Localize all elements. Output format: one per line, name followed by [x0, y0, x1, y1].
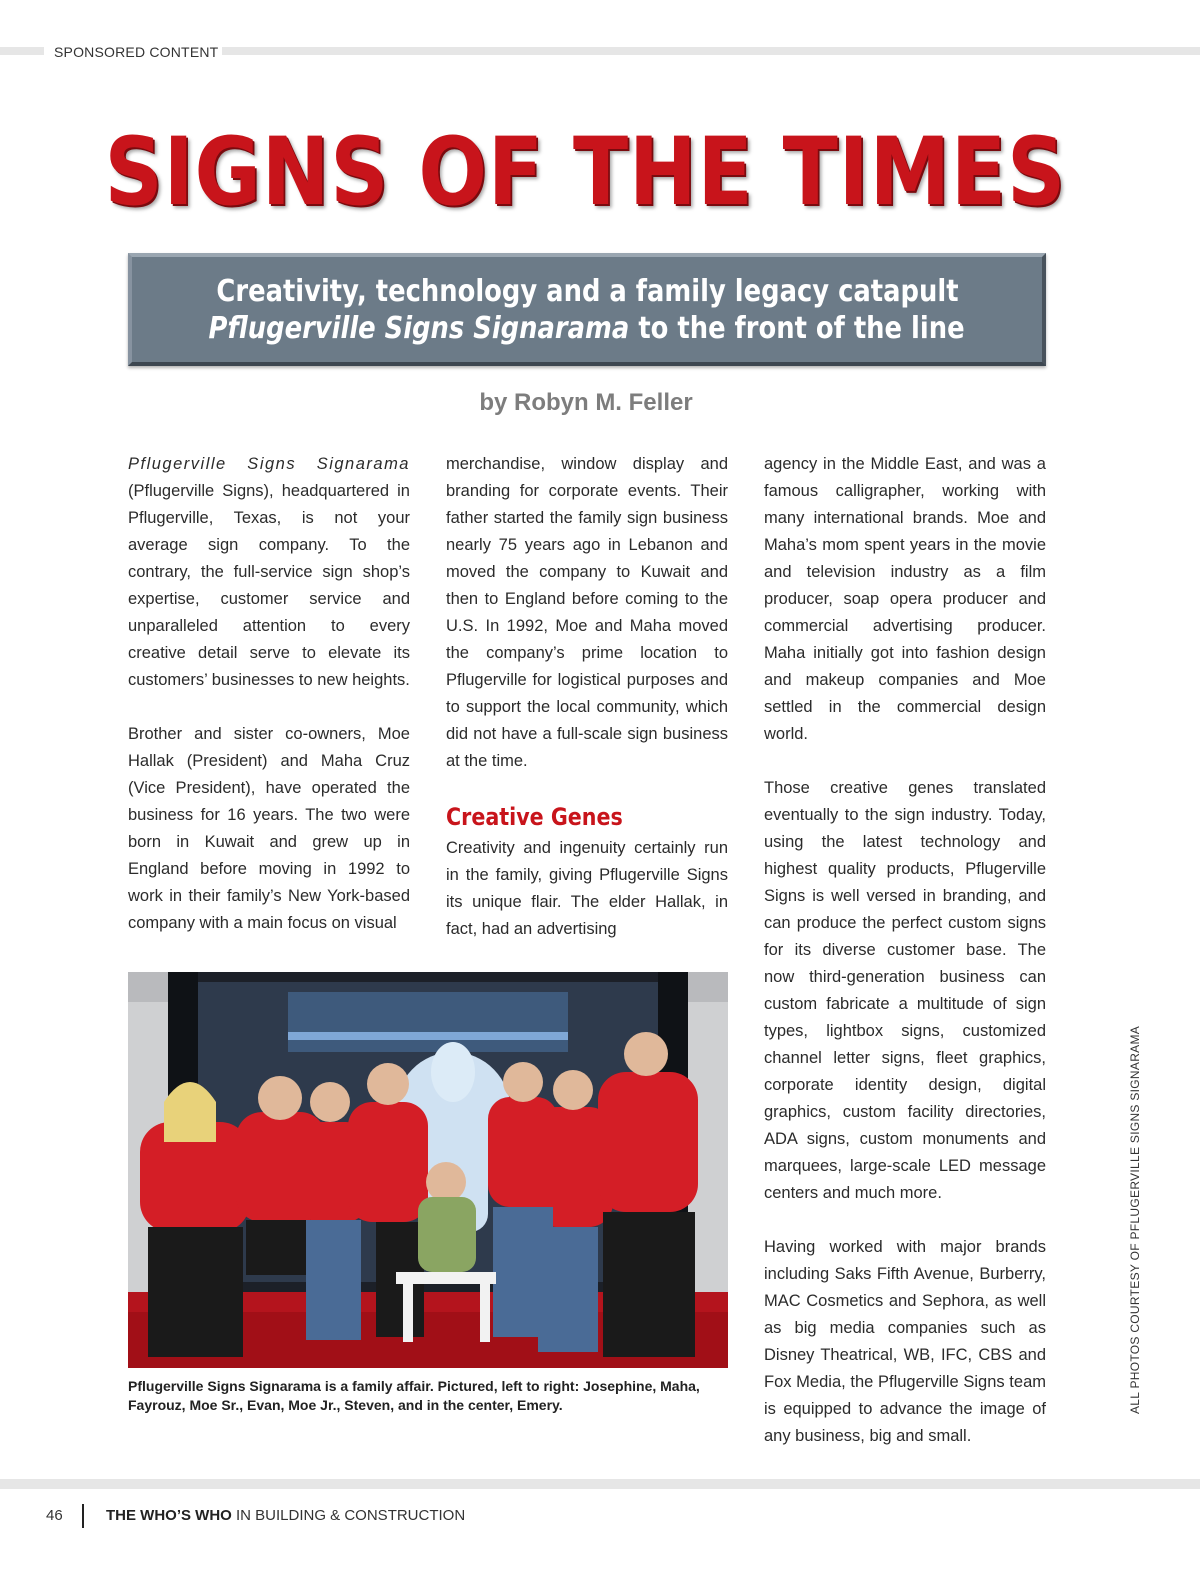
company-name-italic: Pflugerville Signs Signarama — [128, 455, 410, 473]
photo-credit: ALL PHOTOS COURTESY OF PFLUGERVILLE SIGNS SIGNARAMA — [1128, 1025, 1142, 1414]
article-column-1 — [128, 451, 410, 937]
section-heading: Creative Genes — [446, 803, 623, 831]
footer-divider — [82, 1504, 84, 1528]
paragraph: agency in the Middle East, and was a famous calligrapher, working with many international brands. Moe and Maha’s mom spent years in the movie and television industry as a film producer, soap opera producer and commercial advertising producer. Maha initially got into fashion design and makeup companies and Moe settled in the commercial design world. — [764, 455, 1046, 743]
paragraph: merchandise, window display and branding for corporate events. Their father started the family sign business nearly 75 years ago in Lebanon and moved the company to Kuwait and then to England before coming to the U.S. In 1992, Moe and Maha moved the company’s prime location to Pflugerville for logistical purposes and to support the local community, which did not have a full-scale sign business at the time. — [446, 455, 728, 770]
team-photo-illustration — [128, 972, 728, 1368]
team-photo — [128, 972, 728, 1368]
subhead-line-2 — [209, 310, 965, 347]
paragraph-text: (Pflugerville Signs), headquartered in Pflugerville, Texas, is not your average sign company. To the contrary, the full-service sign shop’s expertise, customer service and unparalleled attention to every creative detail serve to elevate its customers’ businesses to new heights. — [128, 482, 410, 689]
publication-title-rest: IN BUILDING & CONSTRUCTION — [231, 1507, 466, 1524]
header-rule-left — [0, 47, 44, 55]
article-headline: SIGNS OF THE TIMES — [104, 118, 1067, 227]
byline: by Robyn M. Feller — [479, 389, 693, 416]
paragraph: Having worked with major brands including Saks Fifth Avenue, Burberry, MAC Cosmetics and Sephora, as well as big media companies such as Disney Theatrical, WB, IFC, CBS and Fox Media, the Pflugerville Signs team is equipped to advance the image of any business, big and small. — [764, 1238, 1046, 1445]
photo-caption: Pflugerville Signs Signarama is a family affair. Pictured, left to right: Josephine, Maha, Fayrouz, Moe Sr., Evan, Moe Jr., Steven, and in the center, Emery. — [128, 1378, 700, 1413]
subhead-company-name: Pflugerville Signs Signarama — [208, 310, 630, 346]
footer-rule — [0, 1479, 1200, 1489]
paragraph — [128, 451, 410, 694]
subhead-line-2-rest: to the front of the line — [629, 310, 966, 346]
paragraph: Brother and sister co-owners, Moe Hallak (President) and Maha Cruz (Vice President), have operated the business for 16 years. The two were born in Kuwait and grew up in England before moving in 1992 to work in their family’s New York-based company with a main focus on visual — [128, 725, 410, 932]
article-column-2 — [446, 451, 728, 943]
subhead-box — [128, 253, 1046, 366]
subhead-line-1: Creativity, technology and a family legacy catapult — [215, 273, 959, 309]
article-column-3 — [764, 451, 1046, 1450]
header-rule-right — [222, 47, 1200, 55]
paragraph: Creativity and ingenuity certainly run in the family, giving Pflugerville Signs its unique flair. The elder Hallak, in fact, had an advertising — [446, 839, 728, 938]
sponsored-label: SPONSORED CONTENT — [54, 44, 219, 60]
page-number: 46 — [46, 1507, 63, 1524]
publication-title-bold: THE WHO’S WHO — [106, 1507, 232, 1524]
paragraph: Those creative genes translated eventually to the sign industry. Today, using the latest technology and highest quality products, Pflugerville Signs is well versed in branding, and can produce the perfect custom signs for its diverse customer base. The now third-generation business can custom fabricate a multitude of sign types, lightbox signs, customized channel letter signs, fleet graphics, corporate identity design, digital graphics, custom facility directories, ADA signs, custom monuments and marquees, large-scale LED message centers and much more. — [764, 779, 1046, 1202]
publication-title — [106, 1507, 465, 1524]
